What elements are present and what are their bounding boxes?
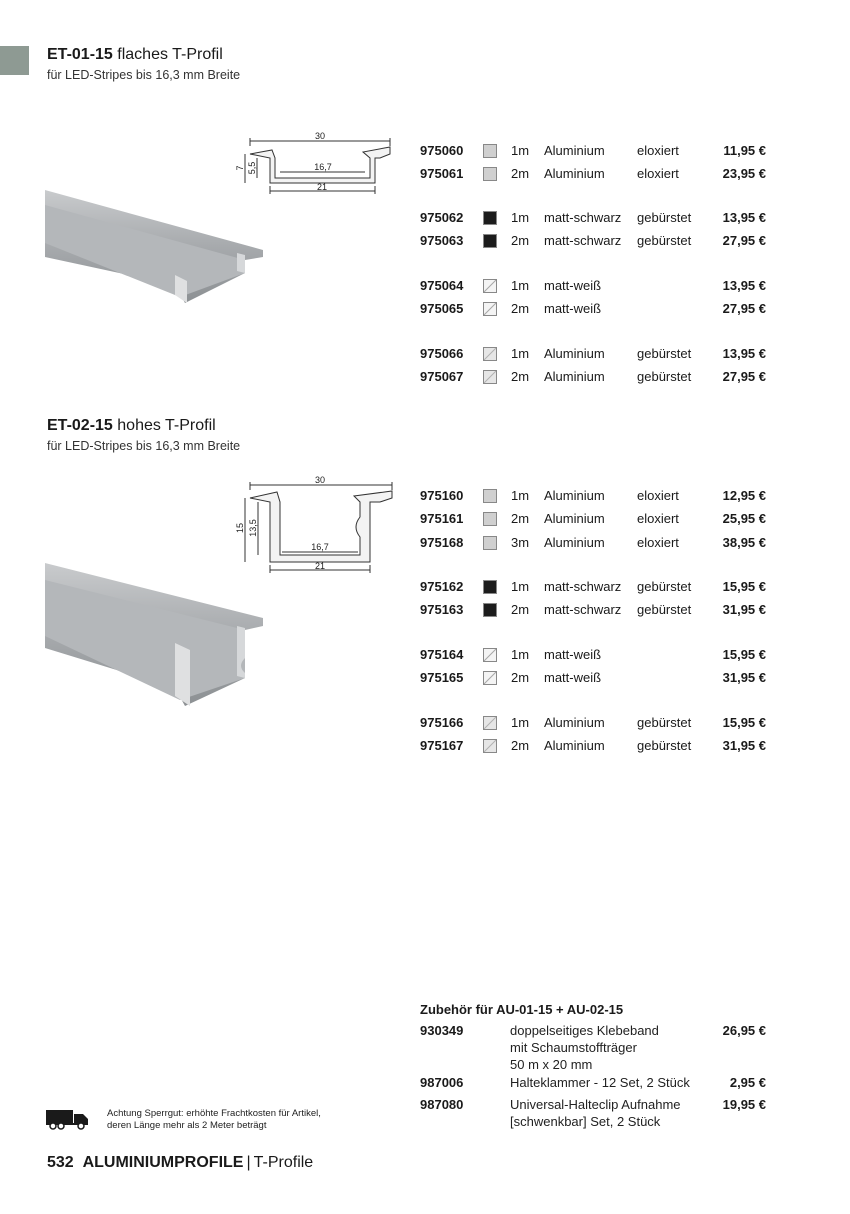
accessories-block (420, 1001, 770, 1129)
description-line: Universal-Halteclip Aufnahme (510, 1097, 681, 1112)
table-row (420, 600, 770, 620)
chapter-tab (0, 46, 29, 75)
dim-bottom-label: 21 (314, 561, 326, 571)
article-number: 975062 (420, 210, 464, 225)
table-row (420, 486, 770, 506)
material: matt-schwarz (544, 579, 622, 594)
table-row (420, 533, 770, 553)
material: Aluminium (544, 346, 605, 361)
finish: eloxiert (637, 511, 679, 526)
dim-height-inner-label: 5,5 (247, 161, 257, 175)
finish: gebürstet (637, 738, 692, 753)
warning-line: deren Länge mehr als 2 Meter beträgt (107, 1120, 267, 1131)
price: 26,95 € (722, 1023, 766, 1038)
length: 1m (511, 346, 530, 361)
description-line: Halteklammer - 12 Set, 2 Stück (510, 1075, 690, 1090)
price: 19,95 € (722, 1097, 766, 1112)
color-swatch (483, 603, 497, 617)
truck-icon (46, 1108, 90, 1130)
length: 1m (511, 488, 530, 503)
product-code: ET-01-15 (47, 46, 113, 63)
product-code: ET-02-15 (47, 417, 113, 434)
article-number: 975162 (420, 579, 464, 594)
article-number: 975067 (420, 369, 464, 384)
material: matt-weiß (544, 670, 602, 685)
description-line: doppelseitiges Klebeband (510, 1023, 659, 1038)
table-row (420, 299, 770, 319)
length: 2m (511, 301, 530, 316)
article-number: 975164 (420, 647, 464, 662)
article-number: 975168 (420, 535, 464, 550)
price: 27,95 € (722, 233, 766, 248)
accessory-item (420, 1074, 770, 1092)
table-row (420, 736, 770, 756)
length: 2m (511, 233, 530, 248)
price: 23,95 € (722, 166, 766, 181)
length: 2m (511, 369, 530, 384)
table-row (420, 668, 770, 688)
length: 1m (511, 579, 530, 594)
material: Aluminium (544, 488, 605, 503)
color-swatch (483, 370, 497, 384)
article-number: 975161 (420, 511, 464, 526)
length: 2m (511, 511, 530, 526)
section-title (47, 45, 240, 65)
bulky-goods-warning (107, 1108, 347, 1132)
table-row (420, 231, 770, 251)
price: 12,95 € (722, 488, 766, 503)
material: Aluminium (544, 369, 605, 384)
material: Aluminium (544, 535, 605, 550)
color-swatch (483, 671, 497, 685)
dim-top-label: 30 (314, 475, 326, 485)
product-name: hohes T-Profil (117, 417, 216, 434)
product-name: flaches T-Profil (117, 46, 223, 63)
article-number: 975060 (420, 143, 464, 158)
finish: gebürstet (637, 233, 692, 248)
price: 27,95 € (722, 301, 766, 316)
page-number: 532 (47, 1154, 74, 1171)
length: 1m (511, 647, 530, 662)
page-footer (47, 1153, 313, 1173)
price: 31,95 € (722, 602, 766, 617)
price: 15,95 € (722, 647, 766, 662)
dim-bottom-label: 21 (316, 182, 328, 192)
description-line: mit Schaumstoffträger (510, 1040, 637, 1055)
material: Aluminium (544, 166, 605, 181)
length: 1m (511, 143, 530, 158)
table-row (420, 645, 770, 665)
accessory-item (420, 1022, 770, 1074)
dim-height-outer-label: 15 (235, 522, 245, 534)
material: matt-weiß (544, 278, 602, 293)
price: 13,95 € (722, 278, 766, 293)
article-number: 975066 (420, 346, 464, 361)
length: 2m (511, 670, 530, 685)
color-swatch (483, 648, 497, 662)
article-number: 930349 (420, 1023, 464, 1038)
material: matt-weiß (544, 301, 602, 316)
color-swatch (483, 167, 497, 181)
material: matt-schwarz (544, 602, 622, 617)
table-row (420, 208, 770, 228)
color-swatch (483, 489, 497, 503)
footer-subcategory: T-Profile (253, 1154, 314, 1171)
material: matt-schwarz (544, 233, 622, 248)
article-number: 975064 (420, 278, 464, 293)
dim-top-label: 30 (314, 131, 326, 141)
finish: eloxiert (637, 143, 679, 158)
length: 1m (511, 278, 530, 293)
table-row (420, 509, 770, 529)
finish: eloxiert (637, 166, 679, 181)
color-swatch (483, 211, 497, 225)
price: 15,95 € (722, 715, 766, 730)
article-number: 975166 (420, 715, 464, 730)
section-subtitle: für LED-Stripes bis 16,3 mm Breite (47, 439, 241, 453)
finish: gebürstet (637, 346, 692, 361)
color-swatch (483, 716, 497, 730)
table-row (420, 141, 770, 161)
section-subtitle: für LED-Stripes bis 16,3 mm Breite (47, 68, 241, 82)
warning-line: Achtung Sperrgut: erhöhte Frachtkosten für Artikel, (107, 1108, 321, 1119)
dim-inner-width-label: 16,7 (311, 542, 329, 552)
table-row (420, 367, 770, 387)
product-image-flat-profile (45, 185, 267, 305)
color-swatch (483, 536, 497, 550)
finish: gebürstet (637, 579, 692, 594)
color-swatch (483, 302, 497, 316)
length: 2m (511, 738, 530, 753)
description-line: 50 m x 20 mm (510, 1057, 593, 1072)
description-line: [schwenkbar] Set, 2 Stück (510, 1114, 661, 1129)
table-row (420, 577, 770, 597)
accessories-title: Zubehör für AU-01-15 + AU-02-15 (420, 1002, 624, 1017)
article-number: 975165 (420, 670, 464, 685)
product-image-high-profile (45, 558, 267, 708)
finish: gebürstet (637, 602, 692, 617)
price: 31,95 € (722, 738, 766, 753)
color-swatch (483, 580, 497, 594)
price: 38,95 € (722, 535, 766, 550)
article-number: 975061 (420, 166, 464, 181)
material: Aluminium (544, 511, 605, 526)
article-number: 987006 (420, 1075, 464, 1090)
color-swatch (483, 234, 497, 248)
material: matt-schwarz (544, 210, 622, 225)
table-row (420, 164, 770, 184)
price: 15,95 € (722, 579, 766, 594)
article-number: 975065 (420, 301, 464, 316)
section-et-01-15-header (47, 45, 240, 83)
table-row (420, 344, 770, 364)
article-number: 975163 (420, 602, 464, 617)
footer-category: ALUMINIUMPROFILE (82, 1154, 244, 1171)
color-swatch (483, 279, 497, 293)
section-et-02-15-header (47, 416, 240, 454)
length: 1m (511, 210, 530, 225)
price: 11,95 € (723, 143, 766, 158)
finish: gebürstet (637, 369, 692, 384)
section-title (47, 416, 240, 436)
dim-height-outer-label: 7 (235, 165, 245, 171)
color-swatch (483, 739, 497, 753)
article-number: 975063 (420, 233, 464, 248)
price: 13,95 € (722, 210, 766, 225)
article-number: 975160 (420, 488, 464, 503)
price: 13,95 € (722, 346, 766, 361)
finish: eloxiert (637, 488, 679, 503)
price: 25,95 € (722, 511, 766, 526)
table-row (420, 713, 770, 733)
accessory-description (510, 1022, 710, 1073)
finish: gebürstet (637, 210, 692, 225)
price: 31,95 € (722, 670, 766, 685)
price: 2,95 € (729, 1075, 766, 1090)
material: Aluminium (544, 715, 605, 730)
length: 2m (511, 602, 530, 617)
dim-inner-width-label: 16,7 (314, 162, 332, 172)
accessory-description (510, 1074, 710, 1091)
color-swatch (483, 512, 497, 526)
accessory-description (510, 1096, 710, 1130)
color-swatch (483, 347, 497, 361)
length: 2m (511, 166, 530, 181)
length: 1m (511, 715, 530, 730)
color-swatch (483, 144, 497, 158)
article-number: 987080 (420, 1097, 464, 1112)
footer-separator: | (246, 1154, 251, 1171)
length: 3m (511, 535, 530, 550)
article-number: 975167 (420, 738, 464, 753)
price: 27,95 € (722, 369, 766, 384)
finish: eloxiert (637, 535, 679, 550)
dim-height-inner-label: 13,5 (248, 519, 258, 537)
material: Aluminium (544, 143, 605, 158)
accessory-item (420, 1096, 770, 1132)
material: matt-weiß (544, 647, 602, 662)
finish: gebürstet (637, 715, 692, 730)
material: Aluminium (544, 738, 605, 753)
table-row (420, 276, 770, 296)
